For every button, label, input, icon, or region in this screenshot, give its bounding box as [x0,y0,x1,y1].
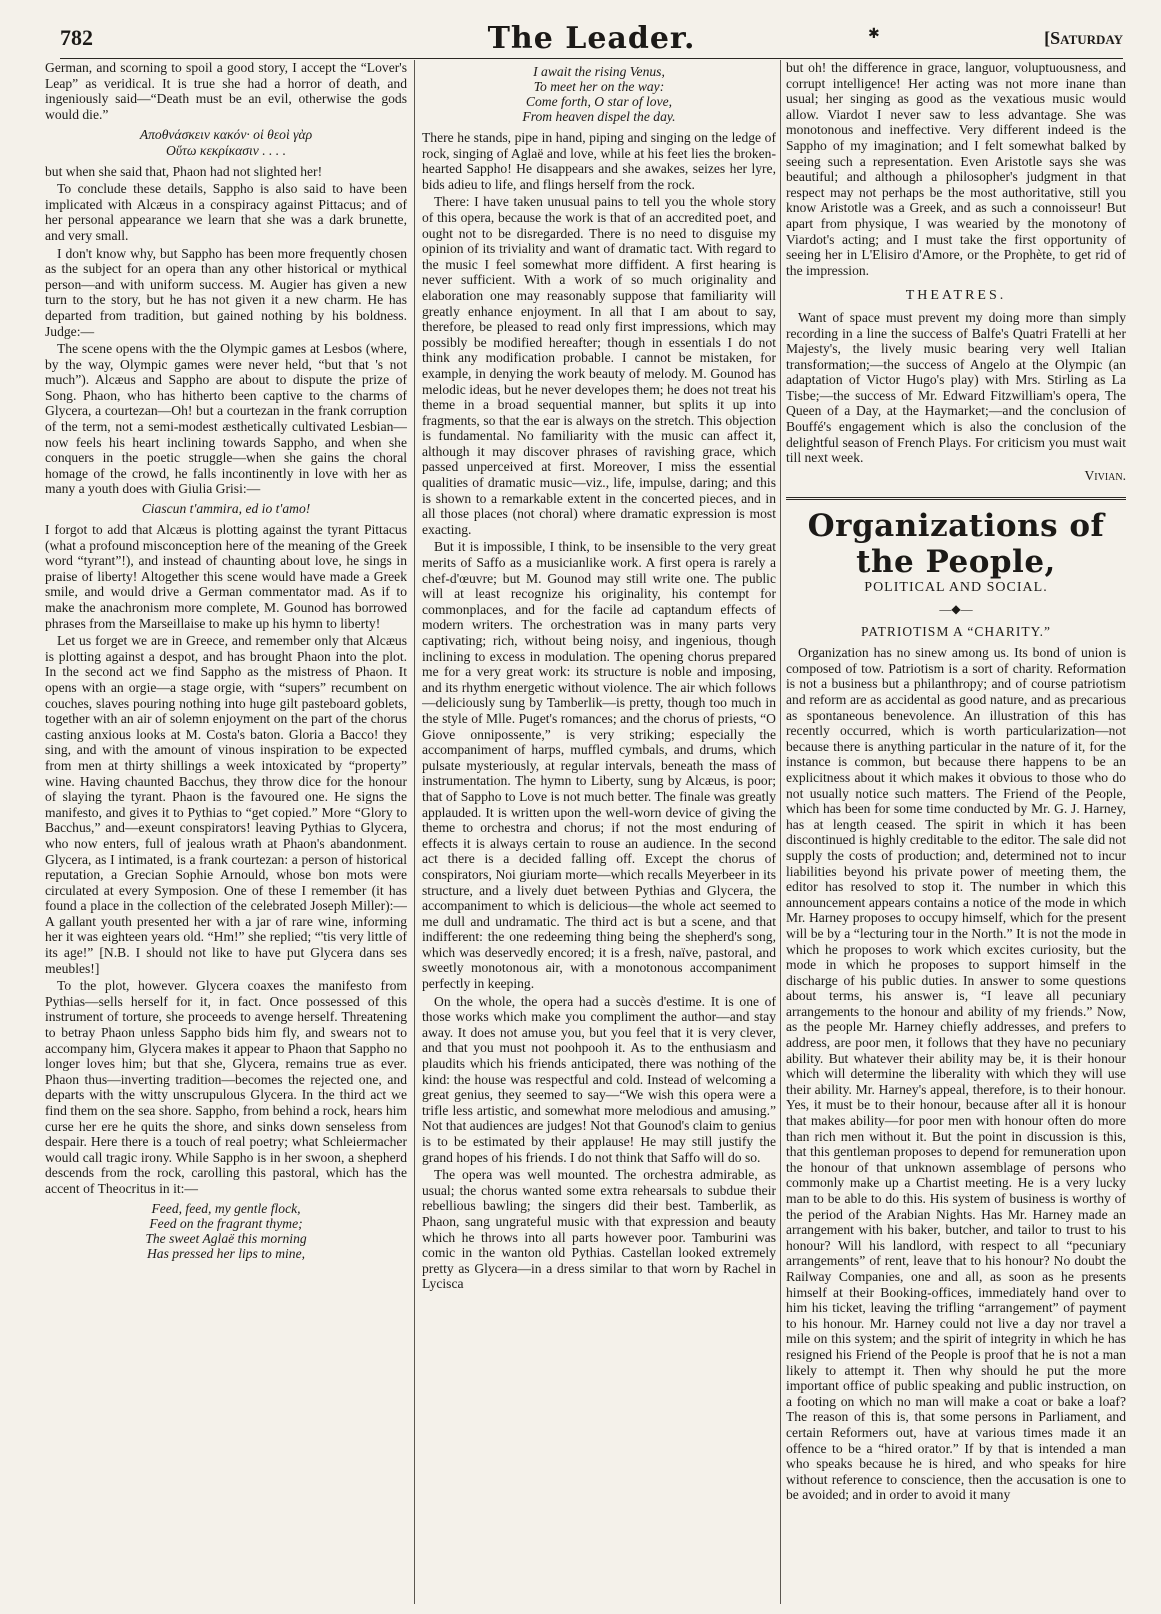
paragraph: I don't know why, but Sappho has been more frequently chosen as the subject for an opera than any other historical or mythical person—and with uniform success. M. Augier has given a new turn to the story, but he has not given it a new charm. He has departed from tradition, but gained nothing by his boldness. Judge:— [45,245,407,339]
page-number: 782 [60,25,93,50]
paragraph: German, and scorning to spoil a good story, I accept the “Lover's Leap” as veridical. It is true she had a horror of death, and ingeniously said—“Death must be an evil, otherwise the gods would die.” [45,60,407,122]
paragraph: To conclude these details, Sappho is also said to have been implicated with Alcæus in a conspiracy against Pittacus; and of her personal appearance we learn that she was a dark brunette, and very small. [45,181,407,243]
verse-line: I await the rising Venus, [533,64,665,79]
verse-line: Has pressed her lips to mine, [146,1245,306,1261]
paragraph: On the whole, the opera had a succès d'estime. It is one of those works which make you compliment the author—and stay away. It does not amuse you, but you feel that it is very clever, and that you must not poohpooh it. As to the enthusiasm and plaudits which his friends anticipated, there was nothing of the kind: the house was respectful and cold. Instead of welcoming a great genius, they seemed to say—“We wish this opera were a trifle less artistic, and somewhat more melodious and amusing.” Not that audiences are judges! Not that Gounod's claim to genius is to be estimated by their applause! He may still justify the grand hopes of his friends. I do not think that Saffo will do so. [422,993,776,1165]
greek-quote [45,127,407,158]
section-title: Organizations of the People, [807,508,1105,581]
paragraph: The scene opens with the the Olympic games at Lesbos (where, by the way, Olympic games were never held, “but that 's not much”). Alcæus and Sappho are about to dispute the prize of Song. Phaon, who has hitherto been captive to the charms of Glycera, a courtezan—Oh! but a courtezan in the frank corruption of the term, not a semi-modest æsthetically cultivated Lesbian—now feels his heart inclining towards Sappho, and when she conquers in the poetic struggle—when she gains the choral homage of the crowd, he falls incontinently in love with her as many a youth does with Giulia Grisi:— [45,341,407,497]
verse-line: Feed, feed, my gentle flock, [151,1200,301,1216]
theatres-heading: THEATRES. [905,288,1007,304]
article-heading: PATRIOTISM A “CHARITY.” [861,623,1051,639]
paragraph: There he stands, pipe in hand, piping and singing on the ledge of rock, singing of Aglaë and love, while at his feet lies the broken-hearted Sappho! He disappears and she awakes, seizes her lyre, bids adieu to life, and flings herself from the rock. [422,130,776,192]
paragraph: To the plot, however. Glycera coaxes the manifesto from Pythias—sells herself for it, in fact. Once possessed of this instrument of torture, she proceeds to avenge herself. Threatening to betray Phaon unless Sappho bids him fly, and swears not to accompany him, Glycera makes it appear to Phaon that Sappho no longer loves him; but that she, Glycera, remains true as ever. Phaon thus—inverting tradition—becomes the rejected one, and departs with the witty unscrupulous Glycera. In the third act we find them on the sea shore. Sappho, from behind a rock, hears him curse her ere he quits the shore, and sinks down senseless from despair. Here there is a touch of real poetry; what Schleiermacher would call tragic irony. While Sappho is in her swoon, a shepherd descends from the rock, carolling this pastoral, which has the accent of Theocritus in it:— [45,978,407,1196]
verse-line: Οὕτω κεκρίκασιν . . . . [166,142,286,158]
paragraph: The opera was well mounted. The orchestra admirable, as usual; the chorus wanted some extra rehearsals to subdue their rebellious bawling; the singers did their best. Tamberlik, as Phaon, sang ungrateful music with that expression and beauty which he throws into all parts however poor. Tamburini was comic in the wanton old Pythias. Castellan looked extremely pretty as Glycera—in a dress similar to that worn by Rachel in Lycisca [422,1167,776,1292]
paper-title: The Leader. [487,20,696,56]
paragraph: I forgot to add that Alcæus is plotting against the tyrant Pittacus (what a profound misconception here of the meaning of the Greek word “tyrant”!), and instead of chaunting about love, he sings in praise of liberty! Altogether this scene would have made a Greek smile, and would drive a German commentator mad. As if to make the anachronism more complete, M. Gounod has borrowed phrases from the Marseillaise to make up his hymn to liberty! [45,522,407,631]
paragraph: There: I have taken unusual pains to tell you the whole story of this opera, because the work is that of an accredited poet, and ought not to be disregarded. There is no need to disguise my opinion of its triviality and want of dramatic tact. With regard to the music I feel somewhat more diffident. A first hearing is never sufficient. With a work of so much originality and elaboration one may reasonably suppose that familiarity will greatly enhance enjoyment. In all that I am about to say, therefore, be pleased to read only first impressions, which may possibly be modified hereafter; though in essentials I do not think any modification probable. I cannot be mistaken, for example, in denying the work beauty of melody. M. Gounod has melodic ideas, but he never developes them; he does not treat his theme in a broad sequential manner, but splits it up into fragments, so that the ear is always on the stretch. This objection is fundamental. No familiarity with the music can affect it, although it may discover phrases of ravishing grace, which passed unperceived at first. Moreover, I miss the essential qualities of dramatic music—viz., life, impulse, daring; and this is shown to a remarkable extent in the concerted pieces, and in all those places (not choral) where dramatic expression is most exacting. [422,194,776,537]
signature: Vivian. [1084,467,1126,483]
verse-quote [45,501,407,516]
paragraph: But it is impossible, I think, to be insensible to the very great merits of Saffo as a musicianlike work. A first opera is rarely a chef-d'œuvre; but M. Gounod may still write one. The public will at least recognize his originality, his contempt for commonplaces, and for the facile ad captandum effects of modern writers. The orchestration was in many parts very captivating; rich, without being noisy, and ingenious, though inclining to excess in modulation. The opening chorus prepared me for a very great work: its structure is noble and imposing, and its rhythm energetic without violence. The air which follows—deliciously sung by Tamberlik—is pretty, though too much in the style of Mlle. Puget's romances; and the chorus of priests, “O Giove onnipossente,” is very striking; especially the accompaniment of harps, muffled cymbals, and drums, which pulsate mysteriously, at regular intervals, beneath the mass of instrumentation. The hymn to Liberty, sung by Alcæus, is poor; that of Sappho to Love is not much better. The finale was greatly applauded. It is written upon the well-worn device of giving the theme to orchestra and chorus; if not the most enduring of effects it is always certain to rouse an audience. In the second act there is a decided falling off. Except the chorus of conspirators, Noi giuriam morte—which recalls Meyerbeer in its structure, and a lively duet between Pythias and Glycera, the accompaniment to which is delicious—the whole act seemed to me dull and undramatic. The third act is but a scene, and that indifferent: the one redeeming thing being the shepherd's song, which was deservedly encored; it is a fresh, naïve, pastoral, and sweetly monotonous air, with a monotonous accompaniment perfectly in keeping. [422,539,776,992]
paragraph: Let us forget we are in Greece, and remember only that Alcæus is plotting against a despot, and has brought Phaon into the plot. In the second act we find Sappho as the mistress of Phaon. It opens with an orgie—a stage orgie, with “supers” recumbent on couches, slaves pouring nothing into huge gilt pasteboard goblets, together with an air of solemn enjoyment on the part of the chorus casting anxious looks at M. Costa's baton. Gloria a Bacco! they sing, and with the amount of vinous inspiration to be expected from men at thirty shillings a week intoxicated by “property” wine. Having chaunted Bacchus, they throw dice for the honour of slaying the tyrant. Phaon is the favoured one. He signs the manifesto, and gives it to Pythias to “get copied.” More “Glory to Bacchus,” and—exeunt conspirators! leaving Pythias to Glycera, who now enters, full of jealous wrath at Phaon's abandonment. Glycera, as I intimated, is a frank courtezan: a person of historical reputation, a Grecian Sophie Arnould, whose bon mots were circulated at every Symposion. One of these I remember (it has found a place in the collection of the celebrated Joseph Miller):—A gallant youth presented her with a jar of rare wine, informing her it was eighteen years old. “Hm!” she replied; “'tis very little of its age!” [N.B. I should not like to have put Glycera dans ses meubles!] [45,633,407,976]
verse-line: Ciascun t'ammira, ed io t'amo! [141,501,311,517]
paragraph: but when she said that, Phaon had not slighted her! [45,163,323,179]
ornament-divider: —◆— [939,602,973,617]
column-rule [780,60,781,1604]
column-rule [414,60,415,1604]
verse-quote [422,64,776,124]
column-3 [786,60,1126,1604]
verse-line: Feed on the fragrant thyme; [149,1215,303,1231]
star-mark: ✱ [868,27,880,42]
column-1 [45,60,407,1604]
masthead [60,18,1123,59]
column-2 [422,60,776,1604]
verse-line: Αποθνάσκειν κακόν· οἱ θεοὶ γὰρ [139,127,313,143]
verse-line: Come forth, O star of love, [525,94,673,109]
verse-line: From heaven dispel the day. [522,109,676,124]
verse-line: To meet her on the way: [533,79,665,94]
verse-quote [45,1201,407,1261]
paragraph: Want of space must prevent my doing more than simply recording in a line the success of Balfe's Quatri Fratelli at her Majesty's, the lively music bearing very well Italian transformation;—the success of Angelo at the Olympic (an adaptation of Victor Hugo's play) with Mrs. Stirling as La Tisbe;—the success of Mr. Edward Fitzwilliam's opera, The Queen of a Day, at the Haymarket;—and the conclusion of Bouffé's engagement which is also the conclusion of the delightful season of French Plays. For criticism you must wait till next week. [786,309,1126,466]
paragraph: but oh! the difference in grace, languor, voluptuousness, and corrupt intelligence! Her acting was not more inane than usual; her singing as good as the vexatious music would allow. Viardot I never saw to less advantage. She was monotonous and ineffective. Very different indeed is the Sappho of my imagination; and I felt somewhat balked by seeing such a representation. Even Aristotle says she was beautiful; and although a philosopher's judgment in that respect may not perhaps be the most authoritative, still you know Aristotle was a Greek, and as such a connoisseur! But apart from physique, I was wearied by the monotony of Viardot's acting; and I must take the first opportunity of seeing her in L'Elisiro d'Amore, or the Prophète, to get rid of the impression. [786,60,1126,278]
section-divider [786,497,1126,500]
verse-line: The sweet Aglaë this morning [145,1230,307,1246]
issue-day: [Saturday [1044,27,1123,48]
paragraph: Organization has no sinew among us. Its bond of union is composed of tow. Patriotism is a sort of charity. Reformation is not a business but a philanthropy; and of course patriotism and reform are as accidental as good nature, and as precarious as spontaneous benevolence. An illustration of this has recently occurred, which is worth particularization—not because there is anything particular in the nature of it, for the instance is common, but because there happens to be an explicitness about it which makes it obvious to those who do not usually notice such matters. The Friend of the People, which has been for some time conducted by Mr. G. J. Harney, has at length ceased. The spirit in which it has been discontinued is highly creditable to the editor. The sale did not supply the costs of production; and, determined not to incur liabilities beyond his private power of meeting them, the editor has resolved to stop it. The number in which this announcement appears contains a notice of the mode in which Mr. Harney proposes to occupy himself, which for the present will be by a “lecturing tour in the North.” It is not the mode in which he proposes to work which excites curiosity, but the mode in which he proposes to support himself in the discharge of his public duties. In answer to some questions about terms, his answer is, “I leave all pecuniary arrangements to the honour and ability of my friends.” Now, as the people Mr. Harney chiefly addresses, and prefers to address, are poor men, it follows that they have no pecuniary ability. But whatever their ability may be, it is their honour which will determine the liberality with which they will use their ability. Mr. Harney's appeal, therefore, is to their honour. Yes, it must be to their honour, because after all it is honour that makes ability—for poor men with honour often do more than rich men without it. But the point in discussion is this, that this gentleman proposes to depend for remuneration upon the honour of that unknown assemblage of persons who commonly make up a Chartist meeting. He is a very lucky man to be able to do this. His system of business is worthy of the period of the Arabian Nights. Has Mr. Harney made an arrangement with his baker, butcher, and tailor to trust to his honour? Will his landlord, with respect to all “pecuniary arrangements” of rent, leave that to his honour? No doubt the Railway Companies, one and all, as soon as he presents himself at their Booking-offices, immediately hand over to him his ticket, leaving the trifling “arrangement” of payment to his honour. Mr. Harney could not live a day nor travel a mile on this system; and the spirit of integrity in which he has resigned his Friend of the People is proof that he is not a man likely to attempt it. Then why should he put the more important office of public speaking and public instruction, on a footing on which no man will make a coat or bake a loaf? The reason of this is, that some persons in Parliament, and certain Reformers out, have at various times made it an offence to be a “hired orator.” If by that is intended a man who speaks because he is hired, and who speaks for hire without reference to conscience, then the accusation is one to be avoided; and in order to avoid it many [786,645,1126,1503]
section-subtitle: POLITICAL AND SOCIAL. [864,580,1048,596]
